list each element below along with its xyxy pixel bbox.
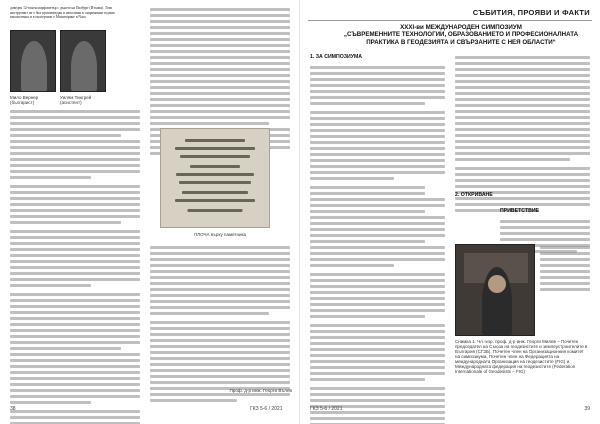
speaker-photo [455,244,535,336]
right-page-left-column [310,64,445,424]
section-title: СЪБИТИЯ, ПРОЯВИ И ФАКТИ [472,8,590,17]
header-rule [308,20,592,21]
photo-left-caption: Мило Вернер (българист) [10,95,39,105]
page-number-right: 39 [584,406,590,412]
photo-right-caption: Уилям Тингрей (асистент) [60,95,92,105]
photo-side-text [540,244,590,292]
footer-journal-left: ГКЗ 5-6 / 2021 [250,406,283,412]
memorial-plaque-image [160,128,270,228]
article-title-line-1: XXXI-ви МЕЖДУНАРОДЕН СИМПОЗИУМ [400,24,522,31]
footer-journal-right: ГКЗ 5-6 / 2021 [310,406,343,412]
right-page-right-column [455,54,590,213]
article-signature: Проф. д-р инж. Георги Вълев [229,388,292,393]
right-page [300,0,600,424]
plaque-caption: ПЛОЧА върху паметника [193,232,247,237]
intro-line: доведен 12-тонен морфометър с дъното на Пизбург (Италия). Този [10,6,113,10]
portrait-photo-left [10,30,56,92]
intro-line: високоточно и в експертизи е Мониторинг в Nasa [10,15,86,20]
left-page-right-column-bottom [150,244,290,403]
article-title [330,24,592,46]
article-title-line-3: ПРАКТИКА В ГЕОДЕЗИЯТА И СВЪРЗАНИТЕ С НЕЯ ОБЛАСТИ“ [366,38,556,46]
page-number-left: 38 [10,406,16,412]
portrait-photo-right [60,30,106,92]
speaker-photo-caption: Снимка 1. Чл.-кор. проф. д-р инж. Георги Милев – Почетен председател на Съюза на геодезистите и землеустроителите в България (СГЗБ), Почетен член на Организационния комитет на симпозиума, Почетен член на Федерацията на международната Организация на геодезистите (FIG) и Международната федерация на геодезистите (Federation Internationale of Geodesists – FIG) [455,339,588,374]
greeting-subheading: ПРИВЕТСТВИЕ [500,208,540,214]
section-heading-1: 1. ЗА СИМПОЗИУМА [310,54,363,60]
left-intro-text [10,6,115,20]
article-title-line-2: „СЪВРЕМЕННИТЕ ТЕХНОЛОГИИ, ОБРАЗОВАНИЕТО И ПРОФЕСИОНАЛНАТА [343,31,579,39]
intro-line: инструмент не е бил произвеждан и използван в съвременни години [10,10,115,15]
section-heading-2: 2. ОТКРИВАНЕ [455,192,493,198]
left-column-body [10,108,140,424]
